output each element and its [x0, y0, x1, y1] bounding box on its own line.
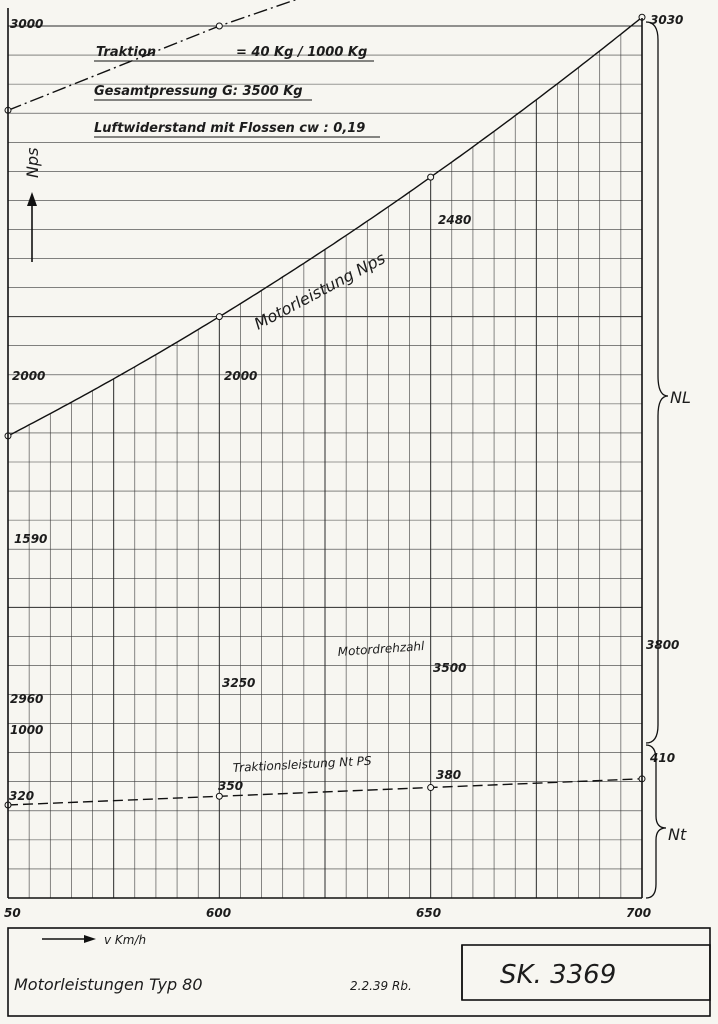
data-point-traktionsleistung-600: [216, 793, 222, 799]
date-signature: 2.2.39 Rb.: [350, 979, 412, 993]
traktion-label: Traktion: [96, 45, 157, 60]
value-label-motorleistung-700: 3030: [650, 13, 684, 27]
value-label-traktion-700: 410: [650, 751, 676, 765]
x-tick-600: 600: [206, 906, 232, 920]
data-point-motordrehzahl-600: [216, 23, 222, 29]
nt-brace-label: Nt: [668, 825, 687, 844]
value-label-motordrehzahl-600: 3250: [222, 676, 256, 690]
series-label-motordrehzahl: Motordrehzahl: [337, 638, 425, 659]
x-tick-700: 700: [626, 906, 652, 920]
y-tick-1000: 1000: [10, 723, 44, 737]
chart-title: Motorleistungen Typ 80: [14, 975, 203, 994]
value-label-motordrehzahl-550: 2960: [10, 692, 44, 706]
luftwiderstand-label: Luftwiderstand mit Flossen cw : 0,19: [94, 121, 366, 136]
y-arrow-head: [27, 192, 37, 206]
value-label-motorleistung-650: 2480: [438, 213, 472, 227]
nl-brace: [646, 22, 668, 743]
x-axis-label: v Km/h: [104, 933, 147, 947]
data-point-traktionsleistung-650: [428, 785, 434, 791]
value-label-traktion-600: 350: [218, 779, 244, 793]
value-label-motorleistung-550: 1590: [14, 532, 48, 546]
nl-brace-label: NL: [670, 388, 691, 407]
traktion-value: = 40 Kg / 1000 Kg: [236, 45, 368, 60]
document-number: SK. 3369: [500, 960, 617, 990]
y-tick-2000: 2000: [12, 369, 46, 383]
value-label-traktion-650: 380: [436, 768, 462, 782]
y-tick-3000: 3000: [10, 17, 44, 31]
value-label-traktion-550: 320: [9, 789, 35, 803]
value-label-motorleistung-600: 2000: [224, 369, 258, 383]
x-tick-650: 650: [416, 906, 442, 920]
gesamtpressung-label: Gesamtpressung G: 3500 Kg: [94, 84, 303, 99]
series-label-traktionsleistung: Traktionsleistung Nt PS: [232, 753, 372, 775]
x-tick-550: 50: [4, 906, 21, 920]
y-axis-label: Nps: [23, 147, 42, 178]
x-arrow-head: [84, 935, 96, 943]
data-point-motorleistung-600: [216, 314, 222, 320]
value-label-motordrehzahl-650: 3500: [433, 661, 467, 675]
nt-brace: [646, 745, 666, 898]
series-label-motorleistung: Motorleistung Nps: [250, 248, 389, 334]
data-point-motorleistung-650: [428, 174, 434, 180]
value-label-motordrehzahl-700: 3800: [646, 638, 680, 652]
